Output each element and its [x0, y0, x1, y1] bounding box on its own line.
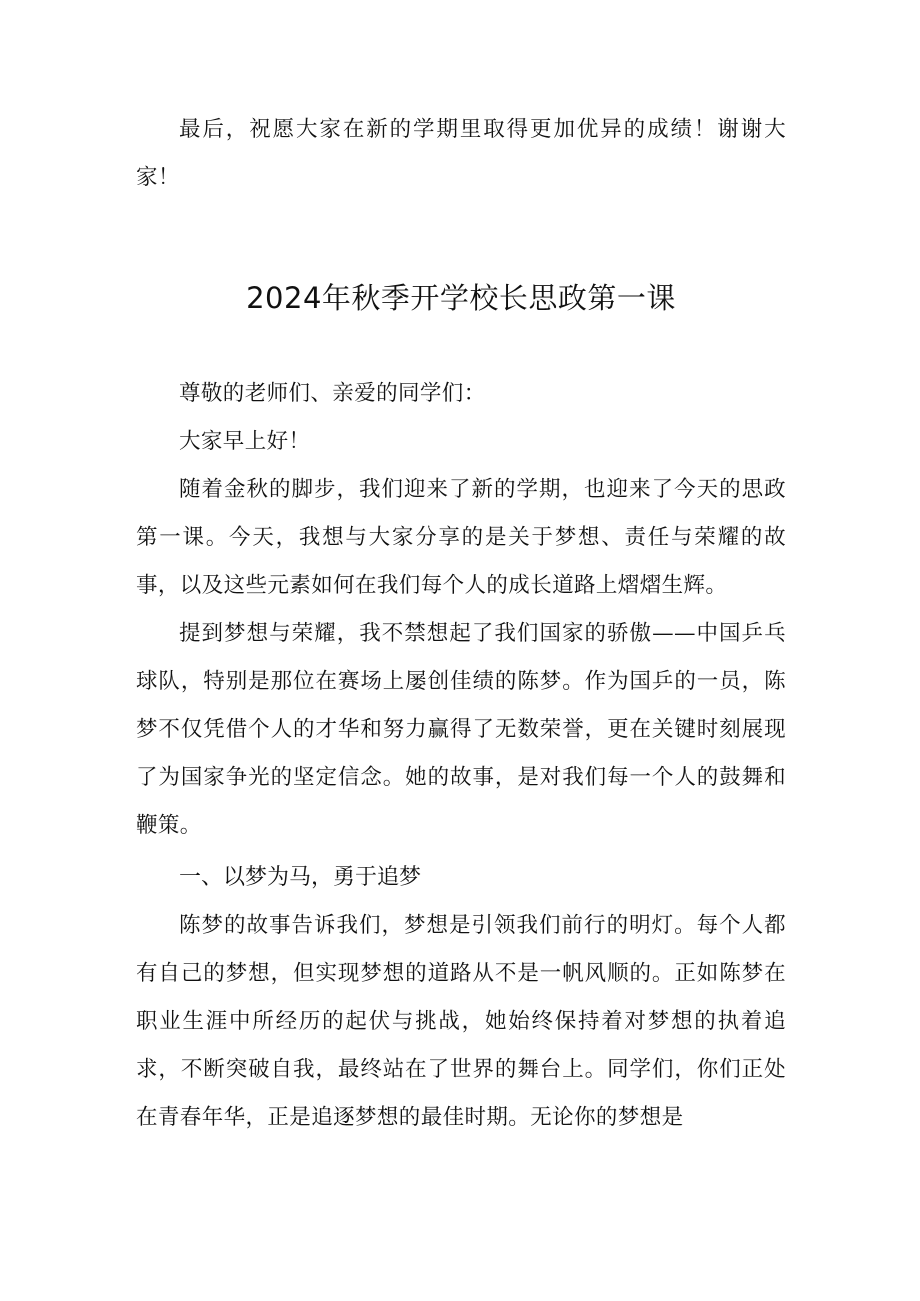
body-paragraph-3: 陈梦的故事告诉我们，梦想是引领我们前行的明灯。每个人都有自己的梦想，但实现梦想的道路从不是一帆风顺的。正如陈梦在职业生涯中所经历的起伏与挑战，她始终保持着对梦想的执着追求，不断突破自我，最终站在了世界的舞台上。同学们，你们正处在青春年华，正是追逐梦想的最佳时期。无论你的梦想是 — [136, 913, 786, 1130]
greeting: 大家早上好！ — [179, 429, 311, 454]
document-title: 2024年秋季开学校长思政第一课 — [246, 281, 676, 315]
section-heading-1: 一、以梦为马，勇于追梦 — [179, 865, 422, 890]
closing-paragraph: 最后，祝愿大家在新的学期里取得更加优异的成绩！谢谢大家！ — [136, 117, 786, 190]
salutation: 尊敬的老师们、亲爱的同学们： — [179, 381, 486, 406]
body-paragraph-2: 提到梦想与荣耀，我不禁想起了我们国家的骄傲——中国乒乓球队，特别是那位在赛场上屡创佳绩的陈梦。作为国乒的一员，陈梦不仅凭借个人的才华和努力赢得了无数荣誉，更在关键时刻展现了为国家争光的坚定信念。她的故事，是对我们每一个人的鼓舞和鞭策。 — [136, 621, 786, 838]
body-paragraph-1: 随着金秋的脚步，我们迎来了新的学期，也迎来了今天的思政第一课。今天，我想与大家分享的是关于梦想、责任与荣耀的故事，以及这些元素如何在我们每个人的成长道路上熠熠生辉。 — [136, 477, 786, 598]
